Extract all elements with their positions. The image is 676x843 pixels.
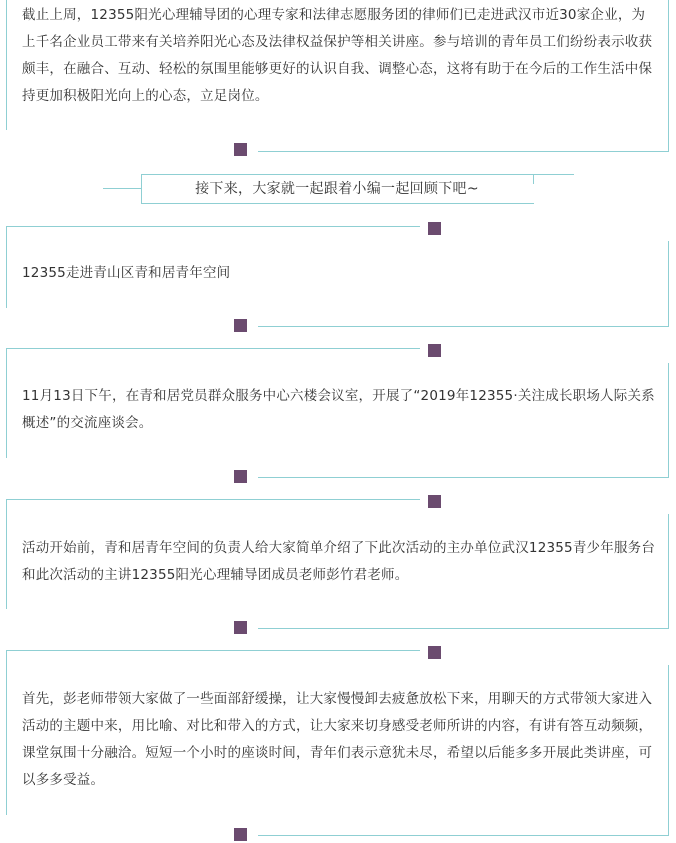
section-3-left-border (6, 499, 7, 609)
section-1-right-border (668, 241, 669, 327)
section-2-bottom-border (258, 477, 669, 478)
intro-box-right-border (668, 0, 669, 152)
section-3-top-square (428, 495, 441, 508)
section-3-paragraph: 活动开始前，青和居青年空间的负责人给大家简单介绍了下此次活动的主办单位武汉12355青少年服务台和此次活动的主讲12355阳光心理辅导团成员老师彭竹君老师。 (22, 540, 656, 583)
section-1-bottom-square (234, 319, 247, 332)
section-2-right-border (668, 363, 669, 478)
section-3-bottom-border (258, 628, 669, 629)
section-4-left-border (6, 650, 7, 815)
section-2-top-square (428, 344, 441, 357)
section-3-bottom-square (234, 621, 247, 634)
section-1-top-square (428, 222, 441, 235)
intro-paragraph: 截止上周，12355阳光心理辅导团的心理专家和法律志愿服务团的律师们已走进武汉市近30家企业，为上千名企业员工带来有关培养阳光心态及法律权益保护等相关讲座。参与培训的青年员工们纷纷表示收获颇丰，在融合、互动、轻松的氛围里能够更好的认识自我、调整心态，这将有助于在今后的工作生活中保持更加积极阳光向上的心态，立足岗位。 (22, 7, 653, 104)
section-4-bottom-square (234, 828, 247, 841)
section-1-bottom-border (258, 326, 669, 327)
section-1-paragraph: 12355走进青山区青和居青年空间 (22, 265, 231, 281)
section-4-top-border (6, 650, 420, 651)
section-2-top-border (6, 348, 420, 349)
section-4-top-square (428, 646, 441, 659)
intro-box-bottom-square (234, 143, 247, 156)
section-2-paragraph: 11月13日下午，在青和居党员群众服务中心六楼会议室，开展了“2019年12355·关注成长职场人际关系概述”的交流座谈会。 (22, 388, 655, 431)
section-2-bottom-square (234, 470, 247, 483)
section-1-top-border (6, 226, 420, 227)
banner-left-extension (103, 188, 141, 189)
section-4-right-border (668, 665, 669, 836)
banner-top-right-tick (533, 174, 534, 184)
section-4-bottom-border (258, 835, 669, 836)
section-1-left-border (6, 226, 7, 308)
section-3-top-border (6, 499, 420, 500)
intro-box-bottom-border (258, 151, 669, 152)
banner-text: 接下来，大家就一起跟着小编一起回顾下吧~ (195, 181, 479, 197)
section-2-left-border (6, 348, 7, 458)
section-4-paragraph: 首先，彭老师带领大家做了一些面部舒缓操，让大家慢慢卸去疲惫放松下来，用聊天的方式带领大家进入活动的主题中来，用比喻、对比和带入的方式，让大家来切身感受老师所讲的内容，有讲有答互动频频，课堂氛围十分融洽。短短一个小时的座谈时间，青年们表示意犹未尽，希望以后能多多开展此类讲座，可以多多受益。 (22, 691, 653, 788)
intro-box-left-border (6, 0, 7, 130)
section-3-right-border (668, 514, 669, 629)
